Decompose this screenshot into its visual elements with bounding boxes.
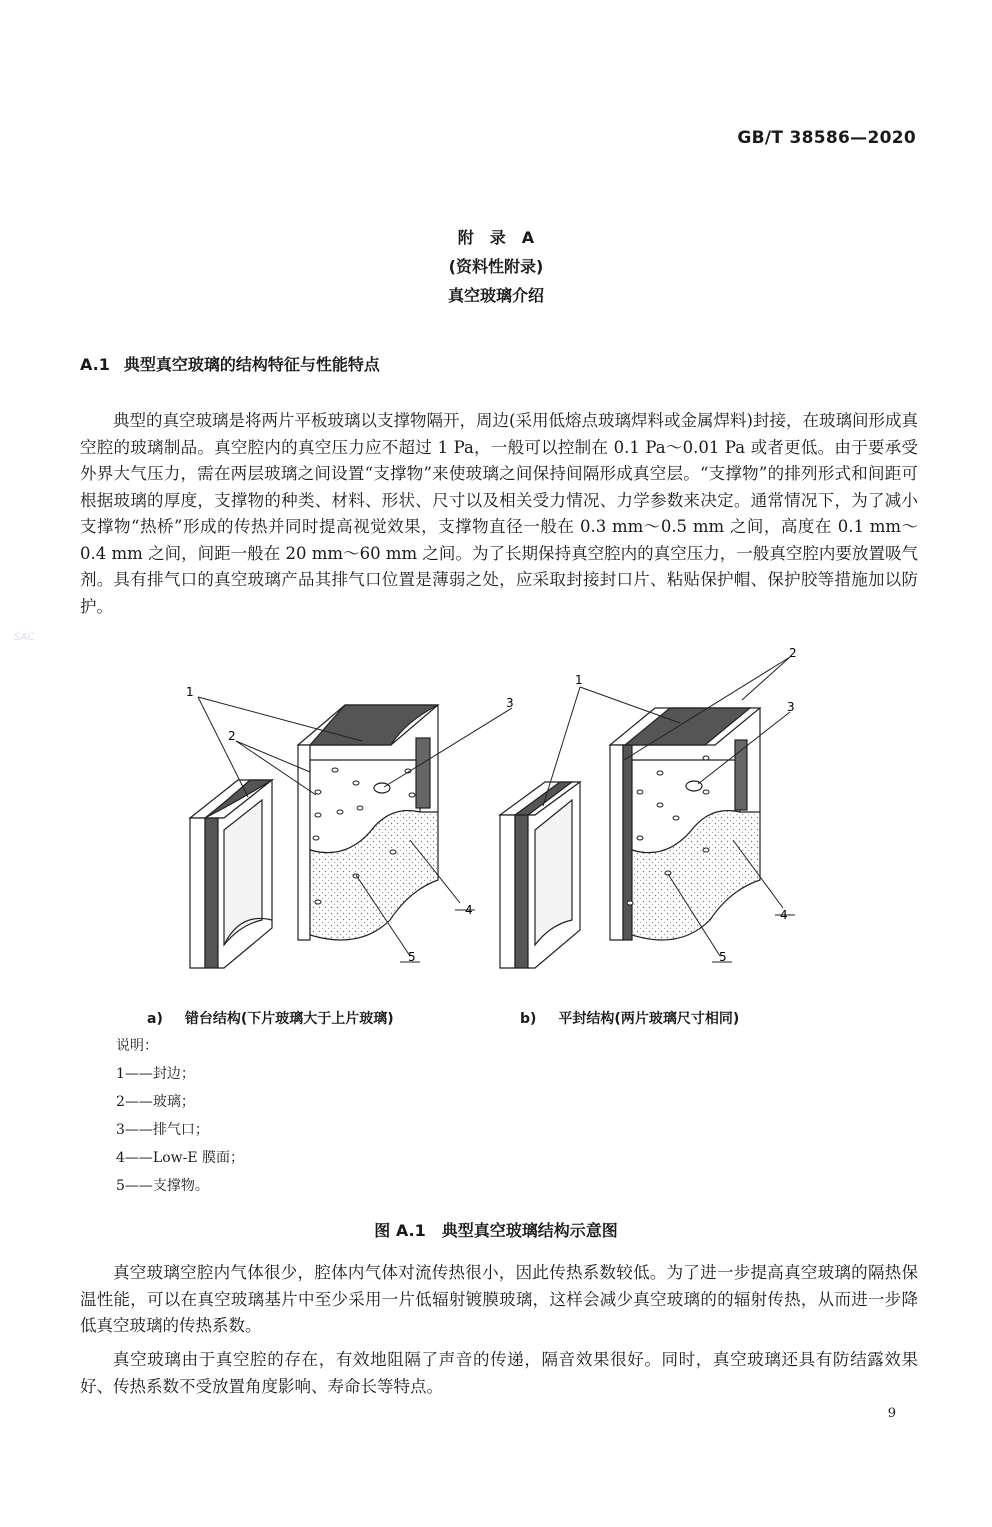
diagram-b-small-panel: [500, 782, 580, 968]
legend-item: 4——Low-E 膜面；: [116, 1150, 245, 1166]
appendix-title: 附 录 A: [457, 228, 535, 247]
diagram-a-large-panel: [298, 705, 438, 940]
section-number: A.1: [80, 355, 110, 374]
callout-3-b: 3: [787, 700, 795, 714]
legend-item: 3——排气口；: [116, 1122, 209, 1138]
figure-number: 图 A.1: [374, 1221, 426, 1240]
standard-number: GB/T 38586—2020: [737, 128, 916, 148]
paragraph-thermal: 真空玻璃空腔内气体很少，腔体内气体对流传热很小，因此传热系数较低。为了进一步提高真空玻璃的隔热保温性能，可以在真空玻璃基片中至少采用一片低辐射镀膜玻璃，这样会减少真空玻璃的的辐射传热，从而进一步降低真空玻璃的传热系数。: [80, 1263, 918, 1335]
legend-item: 2——玻璃；: [116, 1094, 195, 1110]
section-title: 典型真空玻璃的结构特征与性能特点: [123, 355, 380, 374]
callout-2-a: 2: [228, 729, 236, 743]
subcaption-a-text: 错台结构(下片玻璃大于上片玻璃): [184, 1011, 394, 1027]
subcaption-b: [520, 1008, 739, 1028]
section-heading: [80, 352, 380, 375]
callout-4-b: 4: [780, 908, 788, 922]
diagram-a-small-panel: [190, 780, 272, 968]
subcaption-b-text: 平封结构(两片玻璃尺寸相同): [558, 1011, 740, 1027]
callout-5-a: 5: [408, 950, 416, 964]
callout-4-a: 4: [465, 903, 473, 917]
subcaption-a-tag: a): [147, 1011, 163, 1027]
callout-3-a: 3: [506, 696, 514, 710]
paragraph-structure: 典型的真空玻璃是将两片平板玻璃以支撑物隔开，周边(采用低熔点玻璃焊料或金属焊料)封接，在玻璃间形成真空腔的玻璃制品。真空腔内的真空压力应不超过 1 Pa，一般可以控制在 0.1 Pa～0.01 Pa 或者更低。由于要承受外界大气压力，需在两层玻璃之间设置“支撑物”来使玻璃之间保持间隔形成真空层。“支撑物”的排列形式和间距可根据玻璃的厚度，支撑物的种类、材料、形状、尺寸以及相关受力情况、力学参数来决定。通常情况下，为了减小支撑物“热桥”形成的传热并同时提高视觉效果，支撑物直径一般在 0.3 mm～0.5 mm 之间，高度在 0.1 mm～0.4 mm 之间，间距一般在 20 mm～60 mm 之间。为了长期保持真空腔内的真空压力，一般真空腔内要放置吸气剂。具有排气口的真空玻璃产品其排气口位置是薄弱之处，应采取封接封口片、粘贴保护帽、保护胶等措施加以防护。: [80, 411, 918, 616]
legend-title: 说明：: [116, 1038, 158, 1054]
figure-legend: [116, 1032, 244, 1200]
callout-5-b: 5: [719, 950, 727, 964]
appendix-type: (资料性附录): [448, 257, 544, 276]
subcaption-b-tag: b): [520, 1011, 537, 1027]
figure-title-text: 典型真空玻璃结构示意图: [441, 1221, 618, 1240]
callout-1-b: 1: [575, 673, 583, 687]
figure-diagram: [170, 640, 830, 985]
legend-item: 1——封边；: [116, 1066, 195, 1082]
watermark-logo: SAC: [14, 632, 35, 643]
callout-1-a: 1: [186, 685, 194, 699]
callout-2-b: 2: [789, 646, 797, 660]
appendix-subject: 真空玻璃介绍: [447, 286, 544, 305]
page-number: 9: [887, 1406, 896, 1421]
subcaption-a: [147, 1008, 394, 1028]
paragraph-acoustic: 真空玻璃由于真空腔的存在，有效地阻隔了声音的传递，隔音效果很好。同时，真空玻璃还具有防结露效果好、传热系数不受放置角度影响、寿命长等特点。: [80, 1350, 918, 1396]
legend-item: 5——支撑物。: [116, 1178, 209, 1194]
figure-title: [0, 1218, 992, 1241]
diagram-b-large-panel: [610, 708, 760, 940]
